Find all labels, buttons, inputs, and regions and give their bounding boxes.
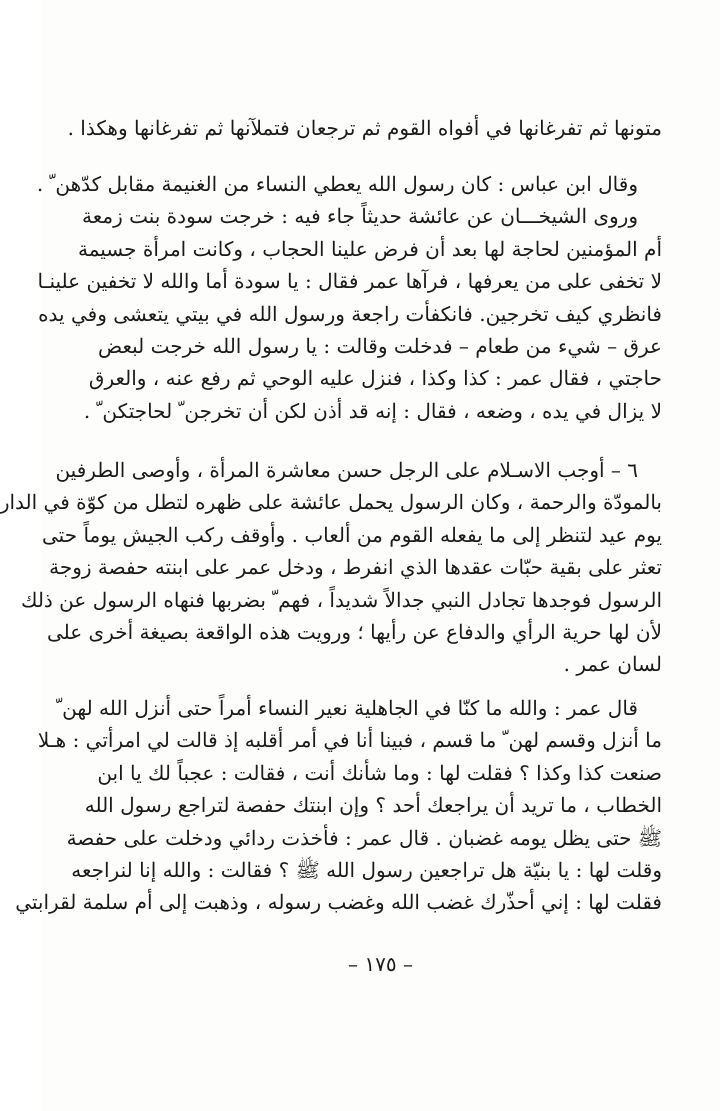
text-line: ﷺ حتى يظل يومه غضبان . قال عمر : فأخذت ردائي ودخلت على حفصة <box>66 825 662 850</box>
text-line: ما أنزل وقسم لهن ّ ما قسم ، فبينا أنا في أمر أقلبه إذ قالت لي امرأتي : هـلا <box>37 728 662 753</box>
text-line: لا يزال في يده ، وضعه ، فقال : إنه قد أذن لكن أن تخرجن ّ لحاجتكن ّ . <box>83 398 662 423</box>
paragraph-umar-quote <box>15 692 662 919</box>
paragraph-ibn-abbas <box>36 168 662 427</box>
page-number: – ١٧٥ – <box>348 952 413 976</box>
text-line: وروى الشيخـــان عن عائشة حديثاً جاء فيه : خرجت سودة بنت زمعة <box>81 204 638 229</box>
text-line: تعثر على بقية حبّات عقدها الذي انفرط ، ودخل عمر على ابنته حفصة زوجة <box>49 555 662 580</box>
text-line: فانظري كيف تخرجين. فانكفأت راجعة ورسول الله في بيتي يتعشى وفي يده <box>38 301 662 326</box>
text-line: حاجتي ، فقال عمر : كذا وكذا ، فنزل عليه الوحي ثم رفع عنه ، والعرق <box>88 366 662 391</box>
text-line: بالمودّة والرحمة ، وكان الرسول يحمل عائشة على ظهره لتطل من كوّة في الدار <box>0 490 662 515</box>
text-line: الخطاب ، ما تريد أن يراجعك أحد ؟ وإن ابنتك حفصة لتراجع رسول الله <box>84 793 662 818</box>
text-line: ٦ – أوجب الاسـلام على الرجل حسن معاشرة المرأة ، وأوصى الطرفين <box>55 458 638 482</box>
text-line: لسان عمر . <box>563 652 662 677</box>
text-line: لأن لها حرية الرأي والدفاع عن رأيها ؛ ورويت هذه الواقعة بصيغة أخرى على <box>46 619 662 644</box>
text-line: متونها ثم تفرغانها في أفواه القوم ثم ترجعان فتملآنها ثم تفرغانها وهكذا . <box>67 116 662 140</box>
text-line: وقلت لها : يا بنيّة هل تراجعين رسول الله ﷺ ؟ فقالت : والله إنا لنراجعه <box>71 857 662 882</box>
text-line: عرق – شيء من طعام – فدخلت وقالت : يا رسول الله خرجت لبعض <box>97 333 662 358</box>
text-line: أم المؤمنين لحاجة لها بعد أن فرض علينا الحجاب ، وكانت امرأة جسيمة <box>77 236 662 261</box>
text-line: لا تخفى على من يعرفها ، فرآها عمر فقال : يا سودة أما والله لا تخفين علينـا <box>37 269 662 294</box>
text-line: الرسول فوجدها تجادل النبي جدالاً شديداً ، فهم ّ بضربها فنهاه الرسول عن ذلك <box>20 587 662 612</box>
text-line: فقلت لها : إني أحذّرك غضب الله وغضب رسوله ، وذهبت إلى أم سلمة لقرابتي <box>15 890 662 915</box>
text-line: صنعت كذا وكذا ؟ فقلت لها : وما شأنك أنت ، فقالت : عجباً لك يا ابن <box>97 760 662 785</box>
paragraph-continuation <box>67 112 662 144</box>
text-line: قال عمر : والله ما كنّا في الجاهلية نعير النساء أمراً حتى أنزل الله لهن ّ <box>56 696 638 720</box>
text-line: يوم عيد لتنظر إلى ما يفعله القوم من ألعاب . وأوقف ركب الجيش يوماً حتى <box>42 522 662 547</box>
text-line: وقال ابن عباس : كان رسول الله يعطي النساء من الغنيمة مقابل كدّهن ّ . <box>36 172 638 196</box>
paragraph-point-6 <box>0 454 662 681</box>
